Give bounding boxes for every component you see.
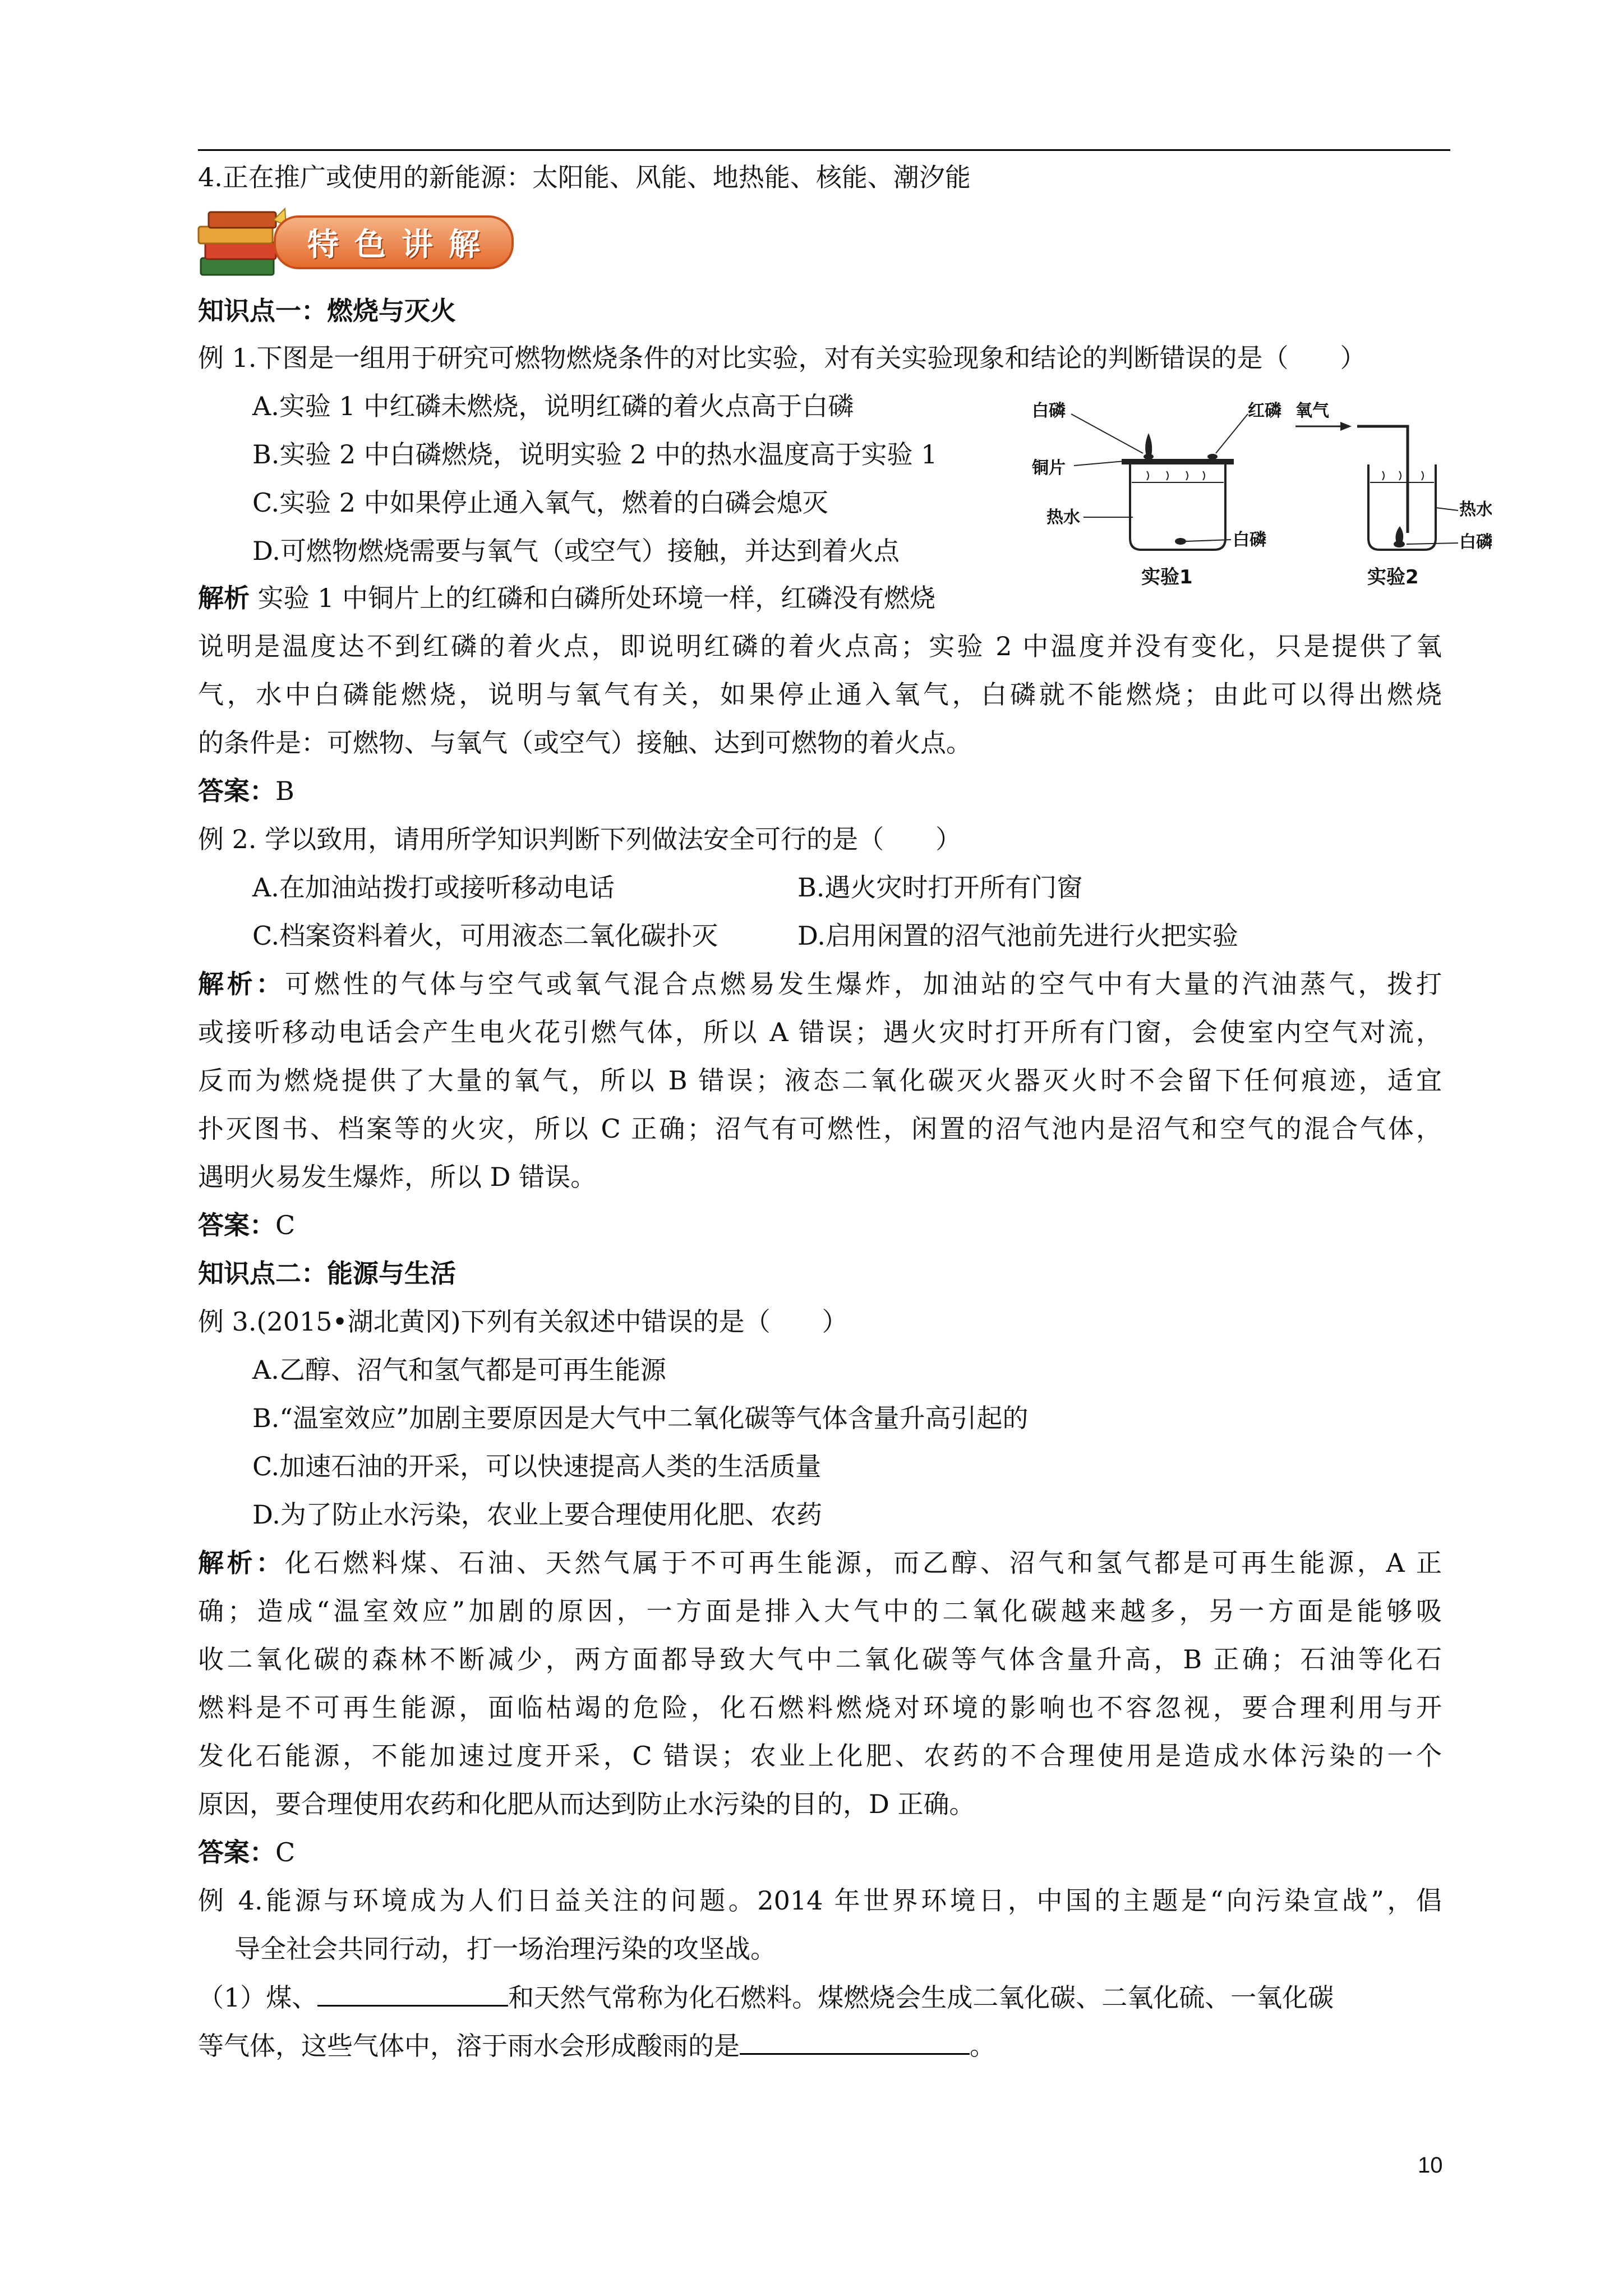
analysis-line: 气，水中白磷能燃烧，说明与氧气有关，如果停止通入氧气，白磷就不能燃烧；由此可以得出燃烧 <box>198 679 1442 710</box>
question-text: 例 1.下图是一组用于研究可燃物燃烧条件的对比实验，对有关实验现象和结论的判断错误的是（ ） <box>198 343 1366 373</box>
analysis-line: 原因，要合理使用农药和化肥从而达到防止水污染的目的，D 正确。 <box>198 1789 975 1819</box>
analysis-line: 遇明火易发生爆炸，所以 D 错误。 <box>198 1162 597 1192</box>
option-b: B.遇火灾时打开所有门窗 <box>797 872 1083 903</box>
option-a: A.乙醇、沼气和氢气都是可再生能源 <box>252 1355 666 1385</box>
option-a: A.在加油站拨打或接听移动电话 <box>252 872 615 903</box>
experiment-figure <box>1032 393 1492 606</box>
analysis-line: 燃料是不可再生能源，面临枯竭的危险，化石燃料燃烧对环境的影响也不容忽视，要合理利用与开 <box>198 1692 1442 1723</box>
answer-line <box>198 1208 295 1242</box>
header-rule <box>198 149 1450 151</box>
option-d: D.启用闲置的沼气池前先进行火把实验 <box>797 921 1238 951</box>
sub-question-text: （1）煤、 <box>198 1982 318 2013</box>
banner-char: 解 <box>449 227 480 263</box>
analysis-line: 发化石能源，不能加速过度开采，C 错误；农业上化肥、农药的不合理使用是造成水体污染的一个 <box>198 1741 1442 1771</box>
answer-label: 答案： <box>198 1837 275 1867</box>
intro-line: 4.正在推广或使用的新能源：太阳能、风能、地热能、核能、潮汐能 <box>198 162 971 192</box>
analysis-line: 说明是温度达不到红磷的着火点，即说明红磷的着火点高；实验 2 中温度并没有变化，只是提供了氧 <box>198 631 1442 661</box>
analysis-line: 的条件是：可燃物、与氧气（或空气）接触、达到可燃物的着火点。 <box>198 728 972 758</box>
feature-banner <box>195 203 532 287</box>
analysis-text: 可燃性的气体与空气或氧气混合点燃易发生爆炸，加油站的空气中有大量的汽油蒸气，拨打 <box>285 969 1442 999</box>
option-c: C.加速石油的开采，可以快速提高人类的生活质量 <box>252 1451 822 1481</box>
answer-blank-2[interactable] <box>740 2028 970 2055</box>
sub-question-1-cont <box>198 2028 995 2063</box>
fig-label-hot-water: 热水 <box>1046 508 1080 527</box>
analysis-label: 解析： <box>198 969 285 999</box>
fig-label-copper: 铜片 <box>1032 458 1066 478</box>
question-text: 例 2. 学以致用，请用所学知识判断下列做法安全可行的是（ ） <box>198 824 962 854</box>
fig-label-red-phosphorus: 红磷 <box>1248 401 1281 421</box>
experiment-2 <box>1295 401 1492 588</box>
fig-label-white-phosphorus-2: 白磷 <box>1459 532 1492 552</box>
analysis-line: 收二氧化碳的森林不断减少，两方面都导致大气中二氧化碳等气体含量升高，B 正确；石油等化石 <box>198 1644 1442 1674</box>
answer-line <box>198 1835 295 1869</box>
option-c: C.实验 2 中如果停止通入氧气，燃着的白磷会熄灭 <box>252 487 828 518</box>
fig-caption-1: 实验1 <box>1141 566 1193 588</box>
answer-line <box>198 774 294 808</box>
sub-question-1 <box>198 1980 1334 2014</box>
option-c: C.档案资料着火，可用液态二氧化碳扑灭 <box>252 921 718 951</box>
option-d: D.为了防止水污染，农业上要合理使用化肥、农药 <box>252 1499 822 1530</box>
fig-label-hot-water-2: 热水 <box>1459 500 1492 519</box>
answer-value: B <box>275 776 294 806</box>
analysis-text: 实验 1 中铜片上的红磷和白磷所处环境一样，红磷没有燃烧 <box>250 583 936 613</box>
analysis-line: 反而为燃烧提供了大量的氧气，所以 B 错误；液态二氧化碳灭火器灭火时不会留下任何痕迹，适宜 <box>198 1065 1442 1096</box>
answer-value: C <box>275 1837 296 1867</box>
sub-question-text: 等气体，这些气体中，溶于雨水会形成酸雨的是 <box>198 2031 740 2061</box>
section-title: 知识点一：燃烧与灭火 <box>198 296 456 326</box>
fig-label-white-phosphorus: 白磷 <box>1032 401 1066 421</box>
analysis-line: 或接听移动电话会产生电火花引燃气体，所以 A 错误；遇火灾时打开所有门窗，会使室内空气对流， <box>198 1017 1442 1047</box>
experiment-1 <box>1032 401 1281 588</box>
banner-title <box>274 215 514 269</box>
answer-label: 答案： <box>198 776 275 806</box>
analysis-label: 解析： <box>198 1548 285 1578</box>
section-title: 知识点二：能源与生活 <box>198 1258 456 1289</box>
analysis-label: 解析 <box>198 583 250 613</box>
answer-blank-1[interactable] <box>317 1980 508 2007</box>
analysis-line: 扑灭图书、档案等的火灾，所以 C 正确；沼气有可燃性，闲置的沼气池内是沼气和空气的混合气体， <box>198 1114 1442 1144</box>
fig-label-oxygen: 氧气 <box>1295 401 1329 421</box>
analysis-text: 化石燃料煤、石油、天然气属于不可再生能源，而乙醇、沼气和氢气都是可再生能源，A 正 <box>285 1548 1442 1578</box>
banner-char: 讲 <box>402 227 433 263</box>
sub-question-text: 和天然气常称为化石燃料。煤燃烧会生成二氧化碳、二氧化硫、一氧化碳 <box>508 1982 1334 2013</box>
question-text: 例 3.(2015•湖北黄冈)下列有关叙述中错误的是（ ） <box>198 1306 848 1337</box>
fig-caption-2: 实验2 <box>1367 566 1419 588</box>
question-text: 例 4.能源与环境成为人们日益关注的问题。2014 年世界环境日，中国的主题是“向污染宣战”，倡 <box>198 1885 1442 1916</box>
answer-label: 答案： <box>198 1210 275 1240</box>
analysis-line <box>198 1546 1442 1580</box>
fig-label-white-phosphorus-water: 白磷 <box>1233 530 1266 550</box>
question-text-cont: 导全社会共同行动，打一场治理污染的攻坚战。 <box>234 1934 776 1964</box>
option-a: A.实验 1 中红磷未燃烧，说明红磷的着火点高于白磷 <box>252 391 854 421</box>
banner-char: 色 <box>354 227 386 263</box>
sub-question-text: 。 <box>970 2031 995 2061</box>
analysis-line: 确；造成“温室效应”加剧的原因，一方面是排入大气中的二氧化碳越来越多，另一方面是能够吸 <box>198 1596 1442 1626</box>
analysis-line <box>198 967 1442 1001</box>
page-number: 10 <box>1418 2153 1443 2178</box>
answer-value: C <box>275 1210 296 1240</box>
option-b: B.“温室效应”加剧主要原因是大气中二氧化碳等气体含量升高引起的 <box>252 1403 1029 1433</box>
analysis-line <box>198 581 935 615</box>
option-b: B.实验 2 中白磷燃烧，说明实验 2 中的热水温度高于实验 1 <box>252 439 938 470</box>
banner-char: 特 <box>307 227 339 263</box>
option-d: D.可燃物燃烧需要与氧气（或空气）接触，并达到着火点 <box>252 536 900 566</box>
experiment-diagram <box>1032 393 1492 606</box>
